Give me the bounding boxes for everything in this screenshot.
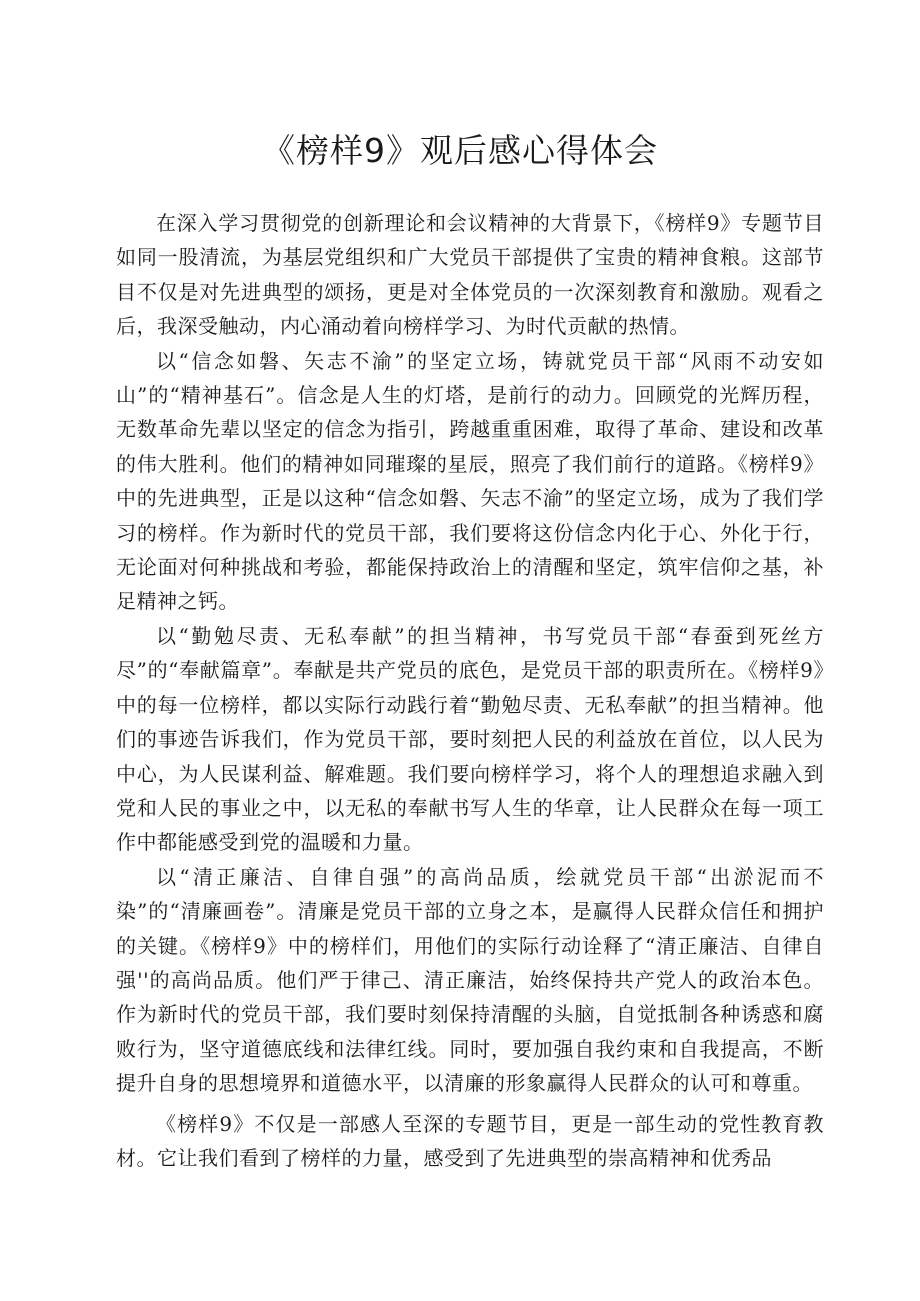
paragraph-belief: 以“信念如磐、矢志不渝”的坚定立场，铸就党员干部“风雨不动安如山”的“精神基石”。信念是人生的灯塔，是前行的动力。回顾党的光辉历程，无数革命先辈以坚定的信念为指引，跨越重重困难，取得了革命、建设和改革的伟大胜利。他们的精神如同璀璨的星辰，照亮了我们前行的道路。《榜样9》中的先进典型，正是以这种“信念如磐、矢志不渝”的坚定立场，成为了我们学习的榜样。作为新时代的党员干部，我们要将这份信念内化于心、外化于行，无论面对何种挑战和考验，都能保持政治上的清醒和坚定，筑牢信仰之基，补足精神之钙。 [116, 348, 824, 614]
paragraph-conclusion: 《榜样9》不仅是一部感人至深的专题节目，更是一部生动的党性教育教材。它让我们看到了榜样的力量，感受到了先进典型的崇高精神和优秀品 [116, 1111, 824, 1170]
document-body [116, 206, 824, 1175]
paragraph-integrity: 以“清正廉洁、自律自强”的高尚品质，绘就党员干部“出淤泥而不染”的“清廉画卷”。清廉是党员干部的立身之本，是赢得人民群众信任和拥护的关键。《榜样9》中的榜样们，用他们的实际行动诠释了“清正廉洁、自律自强''的高尚品质。他们严于律己、清正廉洁，始终保持共产党人的政治本色。作为新时代的党员干部，我们要时刻保持清醒的头脑，自觉抵制各种诱惑和腐败行为，坚守道德底线和法律红线。同时，要加强自我约束和自我提高，不断提升自身的思想境界和道德水平，以清廉的形象赢得人民群众的认可和尊重。 [116, 864, 824, 1096]
paragraph-dedication: 以“勤勉尽责、无私奉献”的担当精神，书写党员干部“春蚕到死丝方尽”的“奉献篇章”。奉献是共产党员的底色，是党员干部的职责所在。《榜样9》中的每一位榜样，都以实际行动践行着“勤勉尽责、无私奉献”的担当精神。他们的事迹告诉我们，作为党员干部，要时刻把人民的利益放在首位，以人民为中心，为人民谋利益、解难题。我们要向榜样学习，将个人的理想追求融入到党和人民的事业之中，以无私的奉献书写人生的华章，让人民群众在每一项工作中都能感受到党的温暖和力量。 [116, 623, 824, 855]
paragraph-intro: 在深入学习贯彻党的创新理论和会议精神的大背景下，《榜样9》专题节目如同一股清流，为基层党组织和广大党员干部提供了宝贵的精神食粮。这部节目不仅是对先进典型的颂扬，更是对全体党员的一次深刻教育和激励。观看之后，我深受触动，内心涌动着向榜样学习、为时代贡献的热情。 [116, 211, 824, 339]
document-title: 《榜样9》观后感心得体会 [262, 131, 658, 170]
